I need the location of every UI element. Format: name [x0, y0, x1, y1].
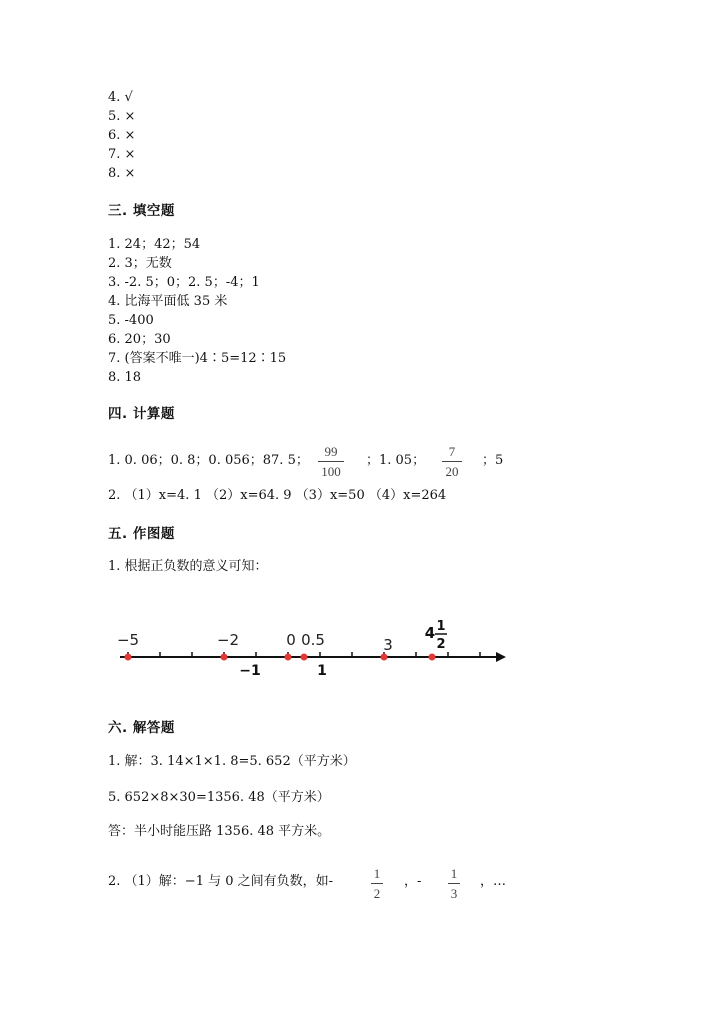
fraction-1-3: 1 3	[448, 866, 460, 901]
number-line-point	[429, 654, 436, 661]
fill-answer: 2. 3；无数	[108, 256, 172, 271]
solve-answer-1-line3: 答：半小时能压路 1356. 48 平方米。	[108, 824, 331, 839]
label-minus-2: −2	[216, 631, 240, 649]
judge-answer: 6. ×	[108, 128, 136, 143]
label-mixed-numerator: 1	[436, 619, 446, 634]
number-line-diagram	[110, 600, 510, 685]
solve-answer-2-part1: 2. （1）解：−1 与 0 之间有负数，如-	[108, 874, 334, 889]
fill-answer: 6. 20；30	[108, 332, 171, 347]
label-mixed-denominator: 2	[436, 637, 446, 652]
solve-answer-1-line2: 5. 652×8×30=1356. 48（平方米）	[108, 790, 330, 805]
section-6-heading: 六. 解答题	[108, 720, 175, 736]
solve-answer-2-part3: ，…	[480, 874, 507, 889]
number-line-point	[285, 654, 292, 661]
judge-answer: 8. ×	[108, 166, 136, 181]
fraction-1-2: 1 2	[371, 866, 383, 901]
number-line-point	[221, 654, 228, 661]
fill-answer: 4. 比海平面低 35 米	[108, 294, 228, 309]
calc-answer-1-part2: ；1. 05；	[366, 453, 426, 468]
solve-answer-2-part2: ，-	[404, 874, 422, 889]
label-minus-1: −1	[239, 663, 261, 679]
label-minus-5: −5	[116, 631, 140, 649]
fill-answer: 7. (答案不唯一)4∶5=12∶15	[108, 351, 287, 366]
section-3-heading: 三. 填空题	[108, 203, 175, 219]
number-line-point	[301, 654, 308, 661]
solve-answer-1-line1: 1. 解：3. 14×1×1. 8=5. 652（平方米）	[108, 754, 356, 769]
number-line-point	[381, 654, 388, 661]
fill-answer: 1. 24；42；54	[108, 237, 201, 252]
label-one: 1	[317, 663, 327, 679]
calc-answer-2: 2. （1）x=4. 1 （2）x=64. 9 （3）x=50 （4）x=264	[108, 488, 447, 503]
label-zero: 0	[286, 631, 296, 649]
judge-answer: 5. ×	[108, 109, 136, 124]
judge-answer: 7. ×	[108, 147, 136, 162]
fill-answer: 3. -2. 5；0；2. 5；-4；1	[108, 275, 260, 290]
drawing-answer-1: 1. 根据正负数的意义可知：	[108, 559, 268, 574]
fill-answer: 8. 18	[108, 370, 142, 385]
number-line-arrow	[496, 652, 506, 662]
judge-answer: 4. √	[108, 90, 133, 105]
fraction-99-100: 99 100	[318, 444, 344, 479]
fraction-7-20: 7 20	[442, 444, 462, 479]
section-5-heading: 五. 作图题	[108, 526, 175, 542]
section-4-heading: 四. 计算题	[108, 406, 175, 422]
calc-answer-1-part1: 1. 0. 06；0. 8；0. 056；87. 5；	[108, 453, 309, 468]
fill-answer: 5. -400	[108, 313, 154, 328]
label-three: 3	[383, 636, 393, 654]
label-zero-point-five: 0.5	[301, 631, 325, 649]
calc-answer-1-part3: ；5	[482, 453, 504, 468]
label-mixed-whole: 4	[424, 624, 436, 642]
number-line-point	[125, 654, 132, 661]
